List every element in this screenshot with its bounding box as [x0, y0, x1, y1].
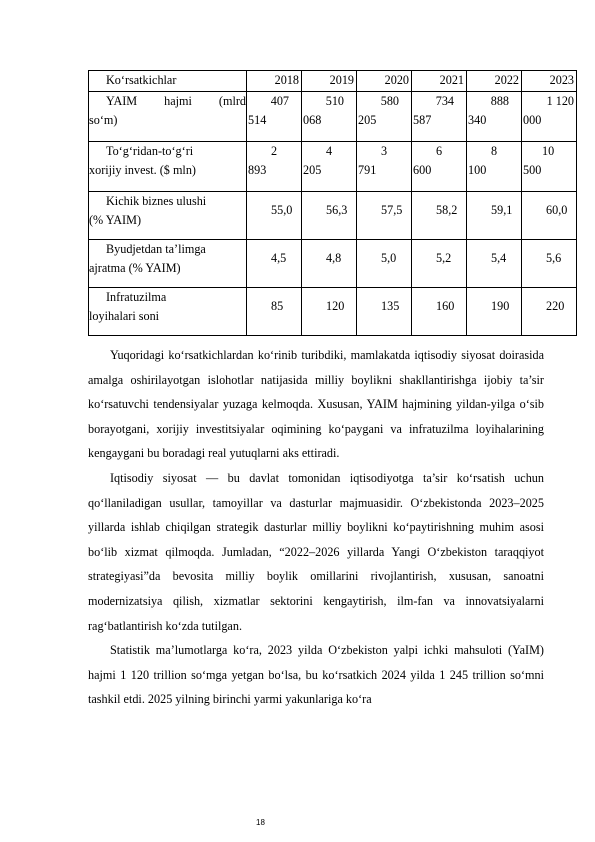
table-cell [357, 91, 412, 141]
row-label: Byudjetdan ta’limga [106, 241, 206, 256]
table-cell [467, 141, 522, 191]
table-cell [357, 239, 412, 287]
row-label-cell [89, 141, 247, 191]
cell-value: 510 [325, 93, 344, 108]
cell-value: 8 [491, 143, 498, 158]
cell-value: 135 [381, 298, 400, 313]
row-label-cell [89, 91, 247, 141]
row-label: so‘m) [89, 113, 118, 127]
table-cell [247, 287, 302, 335]
row-label: Kichik biznes ulushi [106, 193, 207, 208]
table-cell [302, 239, 357, 287]
header-cell: 2020 [357, 71, 412, 92]
table-cell [522, 287, 577, 335]
row-label: (% YAIM) [89, 213, 142, 227]
header-cell: 2021 [412, 71, 467, 92]
table-cell [467, 191, 522, 239]
cell-value: 407 [270, 93, 289, 108]
cell-value: 160 [436, 298, 455, 313]
cell-value: 791 [358, 163, 377, 177]
cell-value: 5,0 [381, 250, 397, 265]
cell-value: 4,5 [271, 250, 287, 265]
header-cell: 2018 [247, 71, 302, 92]
cell-value: 5,2 [436, 250, 452, 265]
body-text [88, 343, 544, 712]
table-cell [247, 141, 302, 191]
cell-value: 893 [248, 163, 267, 177]
cell-value: 60,0 [546, 202, 568, 217]
table-cell [412, 287, 467, 335]
cell-value: 734 [435, 93, 454, 108]
cell-value: 068 [303, 113, 322, 127]
table-cell [412, 141, 467, 191]
cell-value: 100 [468, 163, 487, 177]
row-label-cell [89, 287, 247, 335]
row-label: To‘g‘ridan-to‘g‘ri [106, 143, 194, 158]
cell-value: 5,6 [546, 250, 562, 265]
cell-value: 85 [271, 298, 284, 313]
cell-value: 580 [380, 93, 399, 108]
paragraph: Iqtisodiy siyosat — bu davlat tomonidan iqtisodiyotga ta’sir ko‘rsatish uchun qo‘llaniladigan usullar, tamoyillar va dasturlar majmuasidir. O‘zbekistonda 2023–2025 yillarda ishlab chiqilgan strategik dasturlar milliy boylikni ko‘paytirishning muhim asosi bo‘lib xizmat qilmoqda. Jumladan, “2022–2026 yillarda Yangi O‘zbekiston taraqqiyot strategiyasi”da bevosita milliy boylik omillarini rivojlantirish, xususan, sanoatni modernizatsiya qilish, xizmatlar sektorini kengaytirish, ilm-fan va innovatsiyalarni rag‘batlantirish ko‘zda tutilgan. [88, 470, 544, 633]
cell-value: 120 [326, 298, 345, 313]
table-cell [467, 287, 522, 335]
table-row [89, 239, 577, 287]
table-cell [467, 239, 522, 287]
cell-value: 514 [248, 113, 267, 127]
table-cell [247, 191, 302, 239]
cell-value: 600 [413, 163, 432, 177]
table-cell [412, 239, 467, 287]
table-cell [522, 239, 577, 287]
cell-value: 10 [542, 143, 555, 158]
table-row [89, 141, 577, 191]
row-label: loyihalari soni [89, 309, 160, 323]
cell-value: 5,4 [491, 250, 507, 265]
cell-value: 000 [523, 113, 542, 127]
table-cell [357, 191, 412, 239]
cell-value: 57,5 [381, 202, 403, 217]
table-cell [467, 91, 522, 141]
cell-value: 2 [271, 143, 278, 158]
cell-value: 220 [546, 298, 565, 313]
cell-value: 205 [303, 163, 322, 177]
cell-value: 3 [381, 143, 388, 158]
cell-value: 4 [326, 143, 333, 158]
table-cell [247, 239, 302, 287]
cell-value: 55,0 [271, 202, 293, 217]
row-label: YAIM hajmi (mlrd [106, 93, 246, 108]
table-row [89, 287, 577, 335]
cell-value: 190 [491, 298, 510, 313]
table-cell [302, 287, 357, 335]
cell-value: 56,3 [326, 202, 348, 217]
cell-value: 1 120 [546, 93, 574, 108]
table-cell [522, 191, 577, 239]
header-cell: 2023 [522, 71, 577, 92]
cell-value: 500 [523, 163, 542, 177]
row-label: xorijiy invest. ($ mln) [89, 163, 196, 177]
table-cell [357, 287, 412, 335]
table-cell [412, 191, 467, 239]
paragraph: Statistik ma’lumotlarga ko‘ra, 2023 yilda O‘zbekiston yalpi ichki mahsuloti (YaIM) hajmi 1 120 trillion so‘mga yetgan bo‘lsa, bu ko‘rsatkich 2024 yilda 1 245 trillion so‘mni tashkil etdi. 2025 yilning birinchi yarmi yakunlariga ko‘ra [88, 643, 544, 707]
cell-value: 888 [490, 93, 509, 108]
table-cell [522, 91, 577, 141]
cell-value: 587 [413, 113, 432, 127]
paragraph: Yuqoridagi ko‘rsatkichlardan ko‘rinib turibdiki, mamlakatda iqtisodiy siyosat doirasida amalga oshirilayotgan islohotlar natijasida milliy boylikni shakllantirishga ijobiy ta’sir ko‘rsatuvchi tendensiyalar yuzaga kelmoqda. Xususan, YAIM hajmining yildan-yilga o‘sib borayotgani, xorijiy investitsiyalar oqimining ko‘paygani va infratuzilma loyihalarining kengaygani bu boradagi real yutuqlarni aks ettiradi. [88, 348, 544, 461]
page-number: 18 [256, 818, 265, 827]
table-header-row [89, 71, 577, 92]
cell-value: 58,2 [436, 202, 458, 217]
row-label: ajratma (% YAIM) [89, 261, 181, 275]
header-cell: 2022 [467, 71, 522, 92]
row-label-cell [89, 191, 247, 239]
row-label: Infratuzilma [106, 289, 167, 304]
cell-value: 205 [358, 113, 377, 127]
header-cell: Ko‘rsatkichlar [89, 71, 247, 92]
table-cell [247, 91, 302, 141]
table-cell [302, 141, 357, 191]
table-cell [357, 141, 412, 191]
cell-value: 59,1 [491, 202, 513, 217]
table-row [89, 91, 577, 141]
table-cell [522, 141, 577, 191]
table-row [89, 191, 577, 239]
statistics-table [88, 70, 577, 336]
table-cell [302, 91, 357, 141]
cell-value: 6 [436, 143, 443, 158]
header-cell: 2019 [302, 71, 357, 92]
table-cell [412, 91, 467, 141]
cell-value: 4,8 [326, 250, 342, 265]
table-cell [302, 191, 357, 239]
cell-value: 340 [468, 113, 487, 127]
row-label-cell [89, 239, 247, 287]
